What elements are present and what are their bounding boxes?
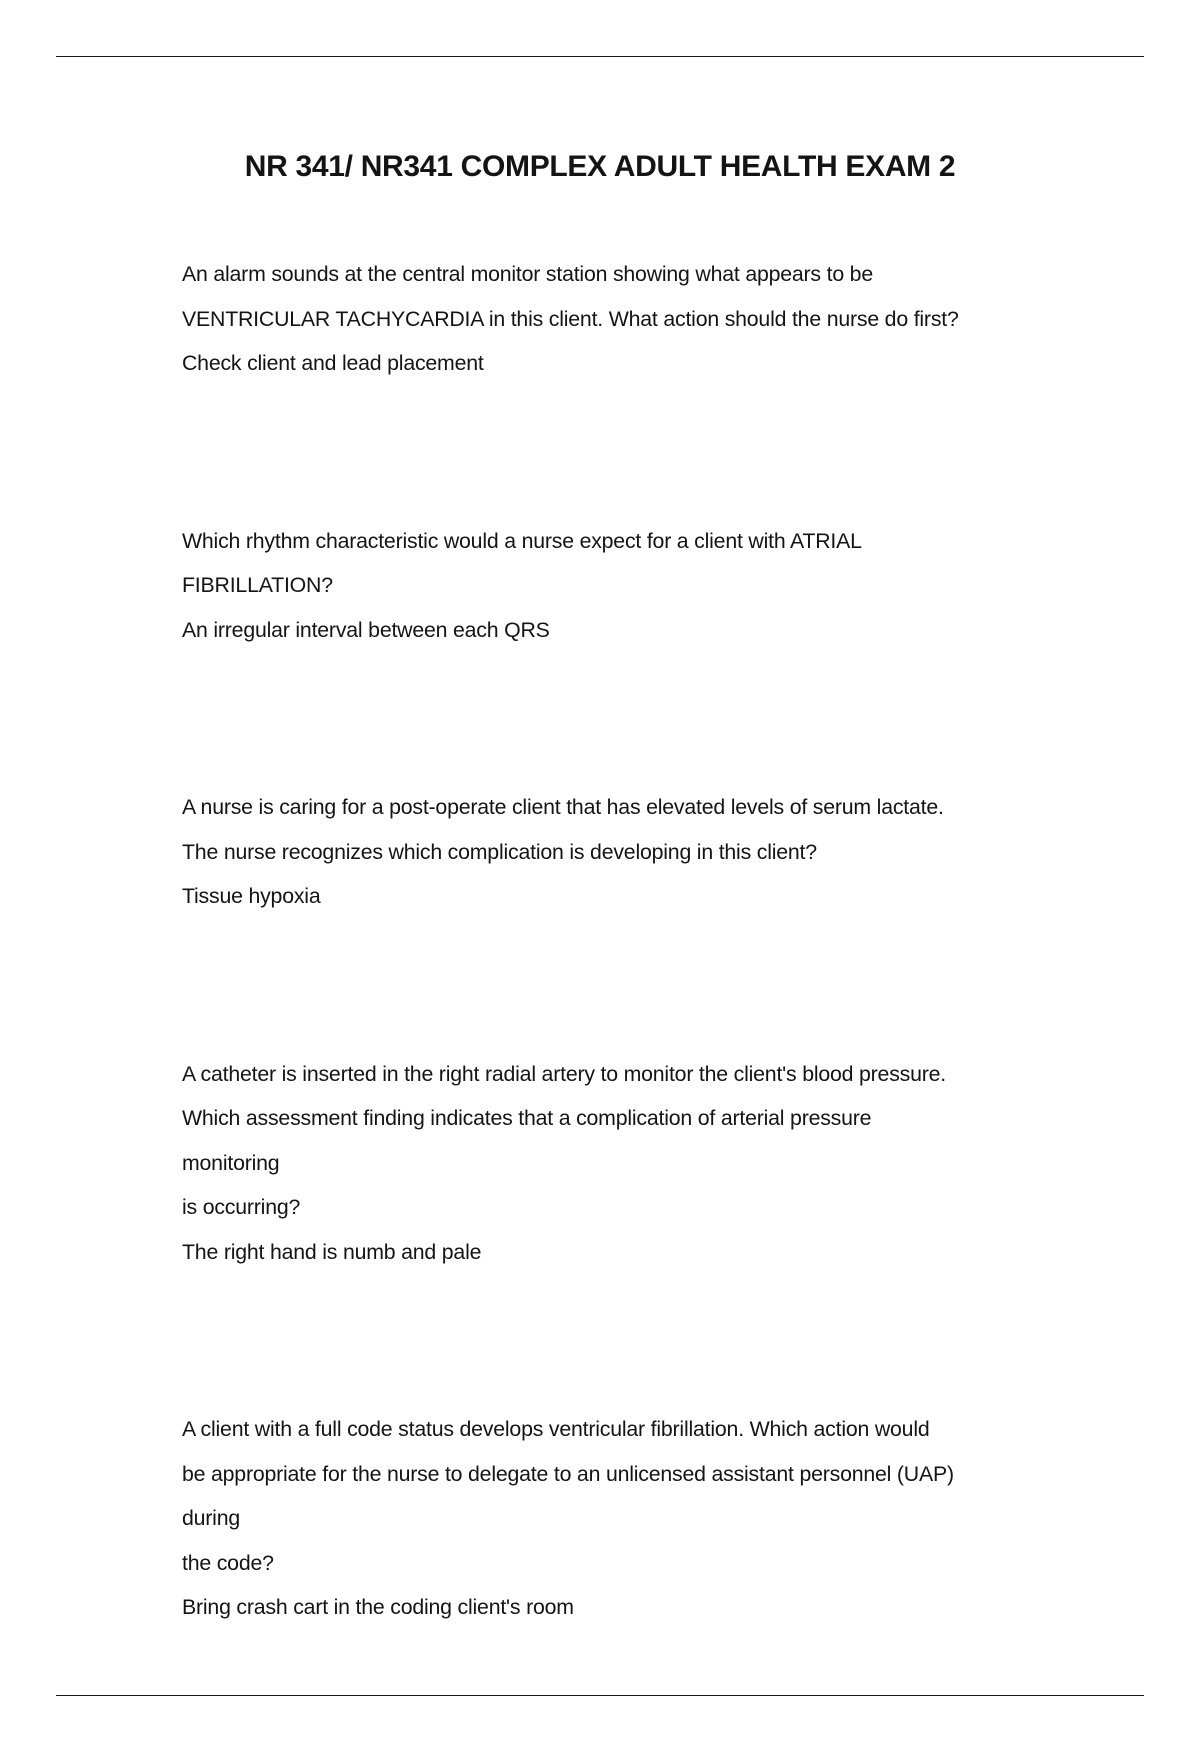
answer-text: Bring crash cart in the coding client's room bbox=[182, 1595, 574, 1619]
bottom-rule bbox=[56, 1695, 1144, 1696]
question-block-4 bbox=[182, 1052, 1062, 1275]
question-block-2 bbox=[182, 519, 1062, 653]
question-block-1 bbox=[182, 252, 1062, 386]
question-block-3 bbox=[182, 785, 1062, 919]
question-text-line: Which assessment finding indicates that a complication of arterial pressure bbox=[182, 1106, 872, 1130]
top-rule bbox=[56, 56, 1144, 57]
page-title: NR 341/ NR341 COMPLEX ADULT HEALTH EXAM 2 bbox=[244, 150, 956, 183]
answer-text: An irregular interval between each QRS bbox=[182, 617, 550, 642]
question-text-line: VENTRICULAR TACHYCARDIA in this client. What action should the nurse do first? bbox=[182, 306, 959, 331]
question-block-5 bbox=[182, 1407, 1062, 1630]
question-text-line: A client with a full code status develops ventricular fibrillation. Which action would bbox=[182, 1417, 930, 1441]
question-text-line: is occurring? bbox=[182, 1195, 301, 1219]
answer-text: Tissue hypoxia bbox=[182, 884, 321, 908]
question-text-line: The nurse recognizes which complication is developing in this client? bbox=[182, 839, 817, 864]
question-text-line: Which rhythm characteristic would a nurse expect for a client with ATRIAL bbox=[182, 528, 862, 553]
question-text-line: during bbox=[182, 1506, 241, 1530]
question-list bbox=[182, 252, 1062, 1763]
answer-text: Check client and lead placement bbox=[182, 351, 484, 375]
question-text-line: A nurse is caring for a post-operate client that has elevated levels of serum lactate. bbox=[182, 795, 944, 819]
question-text-line: the code? bbox=[182, 1550, 274, 1575]
answer-text: The right hand is numb and pale bbox=[182, 1239, 482, 1264]
question-text-line: A catheter is inserted in the right radial artery to monitor the client's blood pressure. bbox=[182, 1061, 946, 1086]
question-text-line: An alarm sounds at the central monitor station showing what appears to be bbox=[182, 262, 873, 286]
question-text-line: monitoring bbox=[182, 1150, 280, 1175]
question-text-line: be appropriate for the nurse to delegate to an unlicensed assistant personnel (UAP) bbox=[182, 1461, 954, 1486]
question-text-line: FIBRILLATION? bbox=[182, 573, 333, 597]
